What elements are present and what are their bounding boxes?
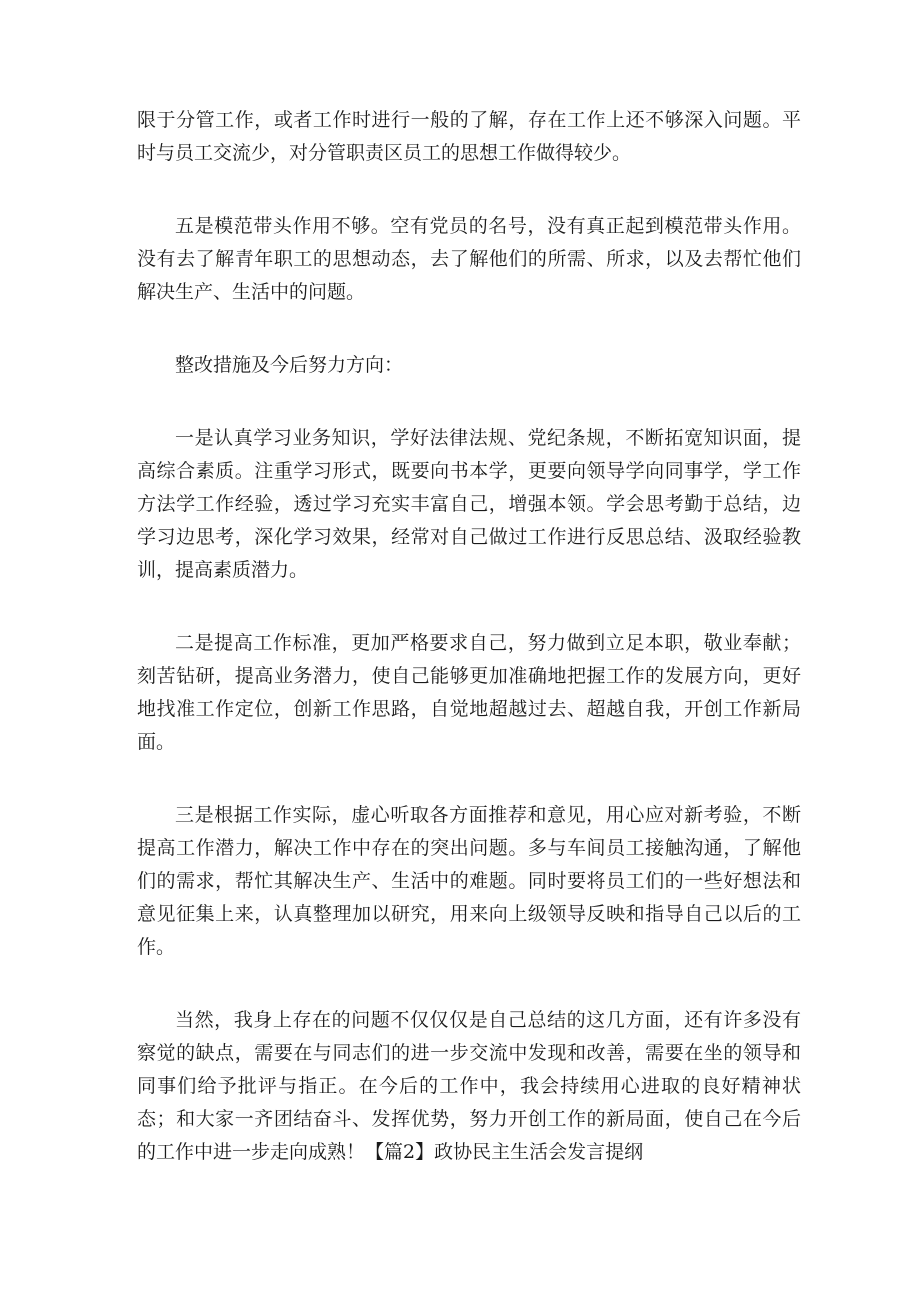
paragraph-point-five: 五是模范带头作用不够。空有党员的名号，没有真正起到模范带头作用。没有去了解青年职工的思想动态，去了解他们的所需、所求，以及去帮忙他们解决生产、生活中的问题。	[137, 215, 801, 303]
document-body	[137, 104, 801, 1169]
paragraph-conclusion: 当然，我身上存在的问题不仅仅仅是自己总结的这几方面，还有许多没有察觉的缺点，需要在与同志们的进一步交流中发现和改善，需要在坐的领导和同事们给予批评与指正。在今后的工作中，我会持续用心进取的良好精神状态；和大家一齐团结奋斗、发挥优势，努力开创工作的新局面，使自己在今后的工作中进一步走向成熟！【篇2】政协民主生活会发言提纲	[137, 1009, 801, 1163]
section-heading-rectification: 整改措施及今后努力方向：	[175, 354, 404, 376]
paragraph-measure-one: 一是认真学习业务知识，学好法律法规、党纪条规，不断拓宽知识面，提高综合素质。注重学习形式，既要向书本学，更要向领导学向同事学，学工作方法学工作经验，透过学习充实丰富自己，增强本领。学会思考勤于总结，边学习边思考，深化学习效果，经常对自己做过工作进行反思总结、汲取经验教训，提高素质潜力。	[137, 427, 801, 581]
paragraph-continuation: 限于分管工作，或者工作时进行一般的了解，存在工作上还不够深入问题。平时与员工交流少，对分管职责区员工的思想工作做得较少。	[137, 109, 801, 164]
paragraph-measure-two: 二是提高工作标准，更加严格要求自己，努力做到立足本职，敬业奉献；刻苦钻研，提高业务潜力，使自己能够更加准确地把握工作的发展方向，更好地找准工作定位，创新工作思路，自觉地超越过去、超越自我，开创工作新局面。	[137, 632, 801, 753]
paragraph-measure-three: 三是根据工作实际，虚心听取各方面推荐和意见，用心应对新考验，不断提高工作潜力，解决工作中存在的突出问题。多与车间员工接触沟通，了解他们的需求，帮忙其解决生产、生活中的难题。同时要将员工们的一些好想法和意见征集上来，认真整理加以研究，用来向上级领导反映和指导自己以后的工作。	[137, 804, 801, 958]
